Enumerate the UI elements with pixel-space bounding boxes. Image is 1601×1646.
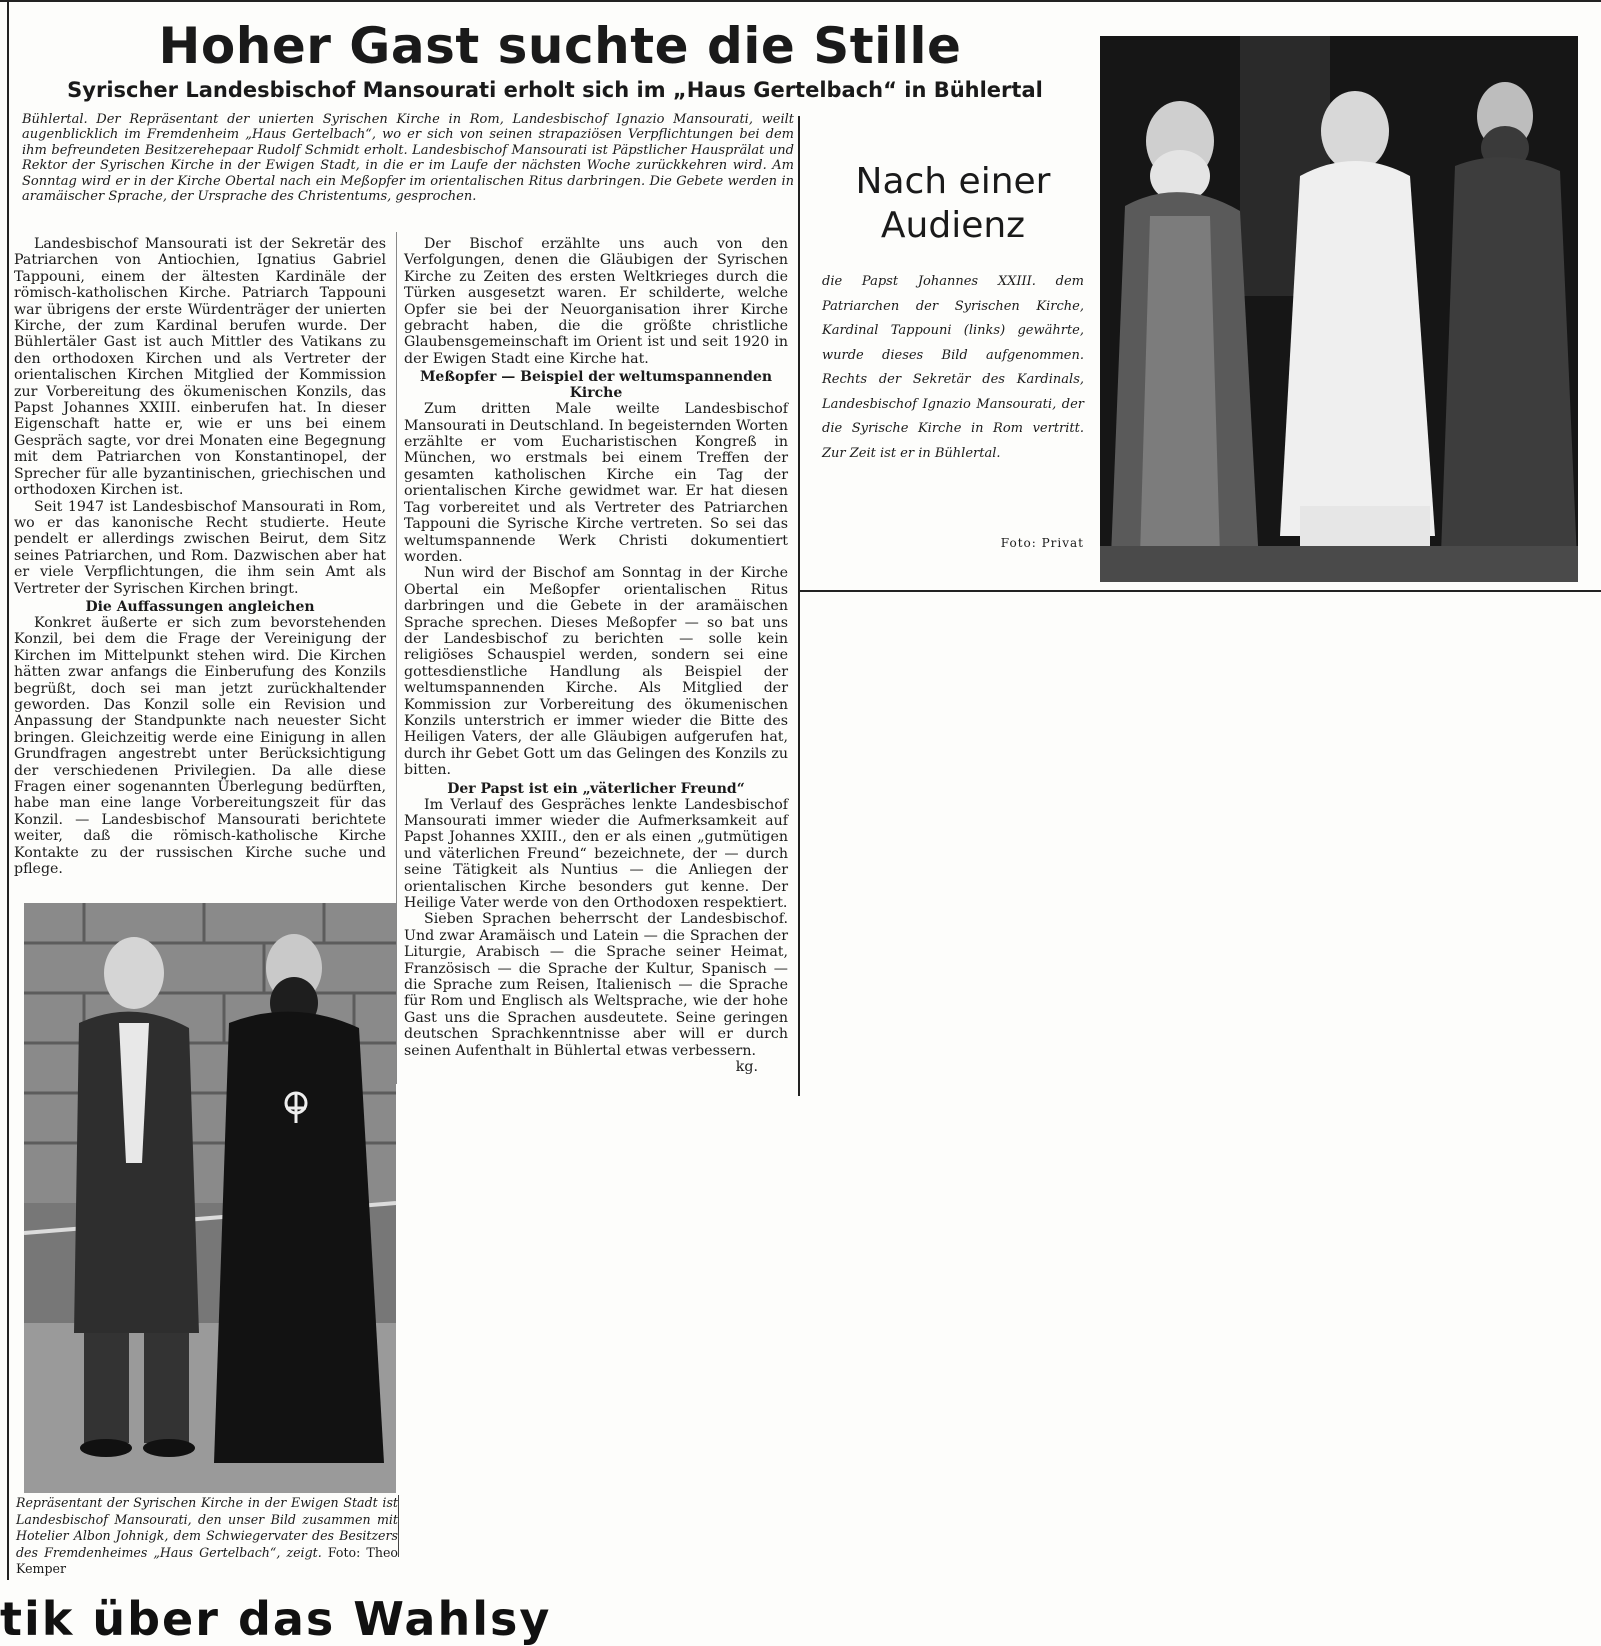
- paragraph: Im Verlauf des Gespräches lenkte Landesbischof Mansourati immer wieder die Aufmerksamkeit auf Papst Johannes XXIII., den er als einen „gutmütigen und väterlichen Freund“ bezeichnete, der — durch seine Tätigkeit als Nuntius — die Anliegen der orientalischen Kirche besonders gut kenne. Der Heilige Vater werde von den Orthodoxen respektiert.: [404, 796, 788, 912]
- paragraph: Konkret äußerte er sich zum bevorstehenden Konzil, bei dem die Frage der Vereinigung der Kirchen im Mittelpunkt stehen wird. Die Kirchen hätten zwar anfangs die Einberufung des Konzils begrüßt, doch sei man jetzt zurückhaltender geworden. Das Konzil solle ein Revision und Anpassung der Standpunkte nach neuester Sicht bringen. Gleichzeitig werde eine Einigung in allen Grundfragen angestrebt unter Berücksichtigung der verschiedenen Privilegien. Da alle diese Fragen einer sogenannten Überlegung bedürften, habe man eine lange Vorbereitungszeit für das Konzil. — Landesbischof Mansourati berichtete weiter, daß die römisch-katholische Kirche Kontakte zu der russischen Kirche suche und pflege.: [14, 614, 386, 878]
- side-photo-caption: die Papst Johannes XXIII. dem Patriarchen der Syrischen Kirche, Kardinal Tappouni (links) gewährte, wurde dieses Bild aufgenommen. Rechts der Sekretär des Kardinals, Landesbischof Ignazio Mansourati, der die Syrische Kirche in Rom vertritt. Zur Zeit ist er in Bühlertal.: [822, 274, 1084, 461]
- author-signature: kg.: [735, 1059, 758, 1076]
- paragraph: Der Bischof erzählte uns auch von den Verfolgungen, denen die Gläubigen der Syrischen Kirche zu Zeiten des ersten Weltkrieges durch die Türken ausgesetzt waren. Er schilderte, welche Opfer sie bei der Neuorganisation ihrer Kirche gebracht haben, die die größte christliche Glaubensgemeinschaft im Orient ist und seit 1920 in der Ewigen Stadt eine Kirche hat.: [404, 236, 788, 367]
- caption-text: Repräsentant der Syrischen Kirche in der Ewigen Stadt ist Landesbischof Mansourati, den unser Bild zusammen mit Hotelier Albon Johnigk, dem Schwiegervater des Besitzers des Fremdenheimes „Haus Gertelbach“, zeigt.: [16, 1495, 398, 1560]
- paragraph: Landesbischof Mansourati ist der Sekretär des Patriarchen von Antiochien, Ignatius Gabriel Tappouni, einem der ältesten Kardinäle der römisch-katholischen Kirche. Patriarch Tappouni war übrigens der erste Würdenträger der unierten Kirche, der zum Kardinal berufen wurde. Der Bühlertäler Gast ist auch Mittler des Vatikans zu den orthodoxen Kirchen und als Vertreter der orientalischen Kirchen Mitglied der Kommission zur Vorbereitung des ökumenischen Konzils, das Papst Johannes XXIII. einberufen hat. In dieser Eigenschaft hatte er, wie er uns bei einem Gespräch sagte, vor drei Monaten eine Begegnung mit dem Patriarchen von Konstantinopel, der Sprecher für alle byzantinischen, griechischen und orthodoxen Kirchen ist.: [14, 236, 386, 499]
- paragraph: Zum dritten Male weilte Landesbischof Mansourati in Deutschland. In begeisternden Worten erzählte er vom Eucharistischen Kongreß in München, wo erstmals bei einem Treffen der gesamten katholischen Kirche ein Tag der orientalischen Kirche gewidmet war. Er hat diesen Tag vorbereitet und als Vertreter des Patriarchen Tappouni die Syrische Kirche vertreten. So sei das weltumspannende Werk Christi dokumentiert worden.: [404, 401, 788, 565]
- bottom-photo-caption: [16, 1495, 398, 1578]
- column-divider-rule: [798, 116, 800, 1096]
- hotelier-photo: [24, 903, 396, 1493]
- article-column-2: [404, 236, 788, 1076]
- left-border-rule: [7, 0, 9, 1580]
- section-heading: Die Auffassungen angleichen: [85, 598, 315, 615]
- section-divider-rule: [798, 590, 1601, 592]
- side-photo-title: Nach einer Audienz: [855, 161, 1051, 246]
- section-heading: Meßopfer — Beispiel der weltumspannenden Kirche: [419, 369, 773, 402]
- photo-caption-side-rule: [398, 1495, 399, 1557]
- audience-photo: [1100, 36, 1578, 582]
- photo-credit: Foto: Theo Kemper: [16, 1544, 398, 1576]
- paragraph: Sieben Sprachen beherrscht der Landesbischof. Und zwar Aramäisch und Latein — die Sprachen der Liturgie, Arabisch — die Sprache seiner Heimat, Französisch — die Sprache der Kultur, Spanisch — die Sprache zum Reisen, Italienisch — die Sprache für Rom und Englisch als Weltsprache, wie der hohe Gast uns die Sprachen ausdeutete. Seine geringen deutschen Sprachkenntnisse aber will er durch seinen Aufenthalt in Bühlertal etwas verbessern.: [404, 911, 788, 1059]
- headline: Hoher Gast suchte die Stille: [158, 17, 962, 75]
- column-divider-rule: [396, 232, 397, 1084]
- side-photo-credit: Foto: Privat: [1000, 536, 1084, 550]
- section-heading: Der Papst ist ein „väterlicher Freund“: [447, 780, 745, 797]
- next-article-headline-fragment: tik über das Wahlsy: [0, 1592, 552, 1646]
- top-border-rule: [0, 0, 1601, 2]
- subheadline: Syrischer Landesbischof Mansourati erholt sich im „Haus Gertelbach“ in Bühlertal: [67, 78, 1043, 102]
- paragraph: Seit 1947 ist Landesbischof Mansourati in Rom, wo er das kanonische Recht studierte. Heute pendelt er allerdings zwischen Beirut, dem Sitz seines Patriarchen, und Rom. Dazwischen aber hat er viele Verpflichtungen, die ihm sein Amt als Vertreter der Syrischen Kirchen bringt.: [14, 498, 386, 597]
- article-column-1: [14, 236, 386, 877]
- paragraph: Nun wird der Bischof am Sonntag in der Kirche Obertal ein Meßopfer orientalischen Ritus darbringen und die Gebete in der aramäischen Sprache sprechen. Dieses Meßopfer — so bat uns der Landesbischof zu berichten — solle kein religiöses Schauspiel werden, sondern sei eine gottesdienstliche Handlung als Beispiel der weltumspannenden Kirche. Als Mitglied der Kommission zur Vorbereitung des ökumenischen Konzils unterstrich er immer wieder die Bitte des Heiligen Vaters, der alle Gläubigen aufgerufen hat, durch ihr Gebet Gott um das Gelingen des Konzils zu bitten.: [404, 565, 788, 779]
- lead-paragraph: Bühlertal. Der Repräsentant der unierten Syrischen Kirche in Rom, Landesbischof Ignazio Mansourati, weilt augenblicklich im Fremdenheim „Haus Gertelbach“, wo er sich von seinen strapaziösen Verpflichtungen bei dem ihm befreundeten Besitzerehepaar Rudolf Schmidt erholt. Landesbischof Mansourati ist Päpstlicher Hausprälat und Rektor der Syrischen Kirche in der Ewigen Stadt, in die er im Laufe der nächsten Woche zurückkehren wird. Am Sonntag wird er in der Kirche Obertal nach ein Meßopfer im orientalischen Ritus darbringen. Die Gebete werden in aramäischer Sprache, der Ursprache des Christentums, gesprochen.: [22, 112, 794, 205]
